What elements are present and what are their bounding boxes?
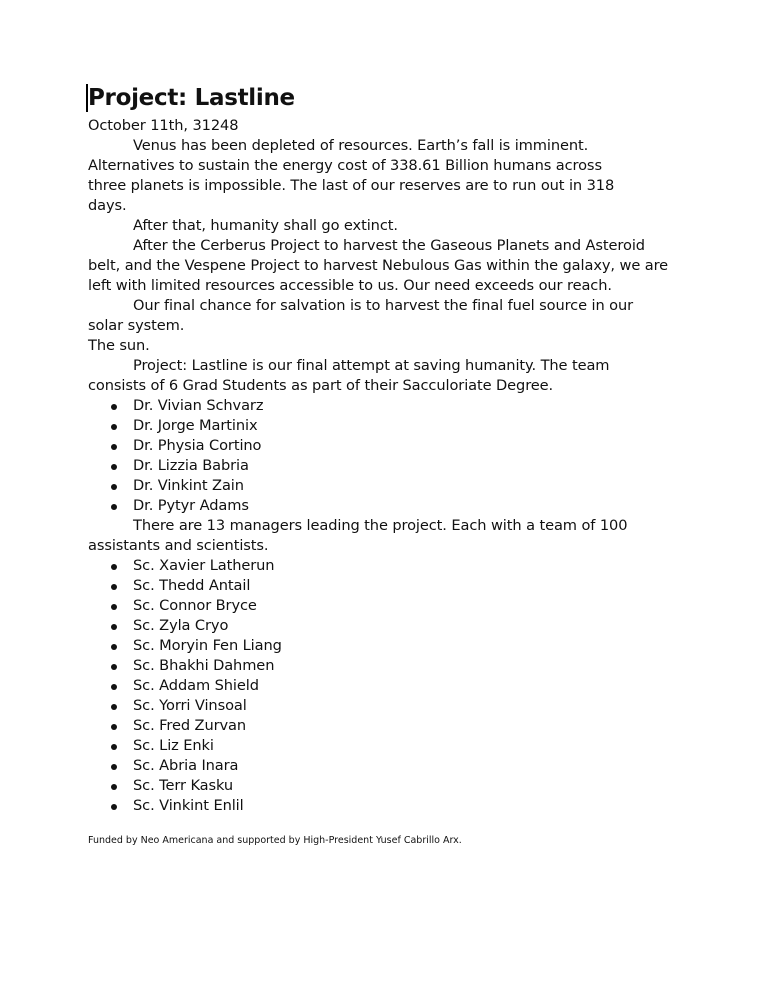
- paragraph-salvation: Our final chance for salvation is to harvest the final fuel source in our solar system.: [88, 297, 634, 334]
- paragraph-lastline: Project: Lastline is our final attempt at saving humanity. The team consists of 6 Grad Students as part of their Sacculoriate Degree.: [88, 357, 610, 394]
- bullet-icon: [111, 704, 117, 710]
- grad-student-name: Dr. Lizzia Babria: [133, 457, 249, 474]
- manager-name: Sc. Xavier Latherun: [133, 557, 275, 574]
- document-date: October 11th, 31248: [88, 117, 239, 134]
- grad-student-list-item: [88, 496, 688, 516]
- manager-list-item: [88, 596, 688, 616]
- manager-name: Sc. Fred Zurvan: [133, 717, 247, 734]
- bullet-icon: [111, 764, 117, 770]
- managers-list: [88, 556, 688, 816]
- grad-student-name: Dr. Vivian Schvarz: [133, 397, 264, 414]
- bullet-icon: [111, 584, 117, 590]
- text-cursor: [86, 84, 88, 112]
- bullet-icon: [111, 644, 117, 650]
- bullet-icon: [111, 744, 117, 750]
- grad-student-name: Dr. Pytyr Adams: [133, 497, 249, 514]
- bullet-icon: [111, 424, 117, 430]
- manager-name: Sc. Terr Kasku: [133, 777, 234, 794]
- manager-name: Sc. Thedd Antail: [133, 577, 251, 594]
- paragraph-venus-rest: Alternatives to sustain the energy cost of 338.61 Billion humans across three planets is impossible. The last of our reserves are to run out in 318 days.: [88, 157, 615, 214]
- bullet-icon: [111, 684, 117, 690]
- manager-list-item: [88, 776, 688, 796]
- bullet-icon: [111, 504, 117, 510]
- manager-name: Sc. Liz Enki: [133, 737, 214, 754]
- paragraph-sun: The sun.: [88, 337, 150, 354]
- manager-name: Sc. Bhakhi Dahmen: [133, 657, 275, 674]
- manager-name: Sc. Yorri Vinsoal: [133, 697, 247, 714]
- grad-student-list-item: [88, 396, 688, 416]
- title-text: Project: Lastline: [88, 85, 295, 111]
- manager-list-item: [88, 756, 688, 776]
- manager-list-item: [88, 736, 688, 756]
- document-page[interactable]: [88, 80, 688, 848]
- paragraph-managers: There are 13 managers leading the project. Each with a team of 100 assistants and scientists.: [88, 517, 628, 554]
- bullet-icon: [111, 624, 117, 630]
- manager-list-item: [88, 696, 688, 716]
- manager-list-item: [88, 616, 688, 636]
- paragraph-venus-line1: Venus has been depleted of resources. Earth’s fall is imminent.: [133, 137, 589, 154]
- manager-list-item: [88, 716, 688, 736]
- bullet-icon: [111, 724, 117, 730]
- bullet-icon: [111, 404, 117, 410]
- paragraph-venus: [88, 136, 628, 216]
- manager-name: Sc. Abria Inara: [133, 757, 239, 774]
- grad-student-list-item: [88, 456, 688, 476]
- manager-list-item: [88, 576, 688, 596]
- manager-name: Sc. Moryin Fen Liang: [133, 637, 282, 654]
- document-title: [88, 80, 688, 116]
- manager-list-item: [88, 636, 688, 656]
- manager-list-item: [88, 676, 688, 696]
- manager-list-item: [88, 556, 688, 576]
- grad-student-list-item: [88, 436, 688, 456]
- bullet-icon: [111, 804, 117, 810]
- bullet-icon: [111, 444, 117, 450]
- paragraph-cerberus: After the Cerberus Project to harvest the Gaseous Planets and Asteroid belt, and the Vespene Project to harvest Nebulous Gas within the galaxy, we are left with limited resources accessible to us. Our need exceeds our reach.: [88, 237, 669, 294]
- grad-student-list-item: [88, 416, 688, 436]
- manager-list-item: [88, 656, 688, 676]
- bullet-icon: [111, 464, 117, 470]
- bullet-icon: [111, 784, 117, 790]
- manager-name: Sc. Vinkint Enlil: [133, 797, 244, 814]
- paragraph-extinct: After that, humanity shall go extinct.: [133, 217, 398, 234]
- manager-name: Sc. Connor Bryce: [133, 597, 257, 614]
- bullet-icon: [111, 484, 117, 490]
- grad-student-name: Dr. Vinkint Zain: [133, 477, 244, 494]
- grad-student-list-item: [88, 476, 688, 496]
- footer-note: Funded by Neo Americana and supported by High-President Yusef Cabrillo Arx.: [88, 835, 462, 846]
- bullet-icon: [111, 604, 117, 610]
- grad-student-name: Dr. Jorge Martinix: [133, 417, 258, 434]
- grad-student-name: Dr. Physia Cortino: [133, 437, 262, 454]
- manager-list-item: [88, 796, 688, 816]
- manager-name: Sc. Addam Shield: [133, 677, 259, 694]
- grad-students-list: [88, 396, 688, 516]
- bullet-icon: [111, 664, 117, 670]
- manager-name: Sc. Zyla Cryo: [133, 617, 229, 634]
- bullet-icon: [111, 564, 117, 570]
